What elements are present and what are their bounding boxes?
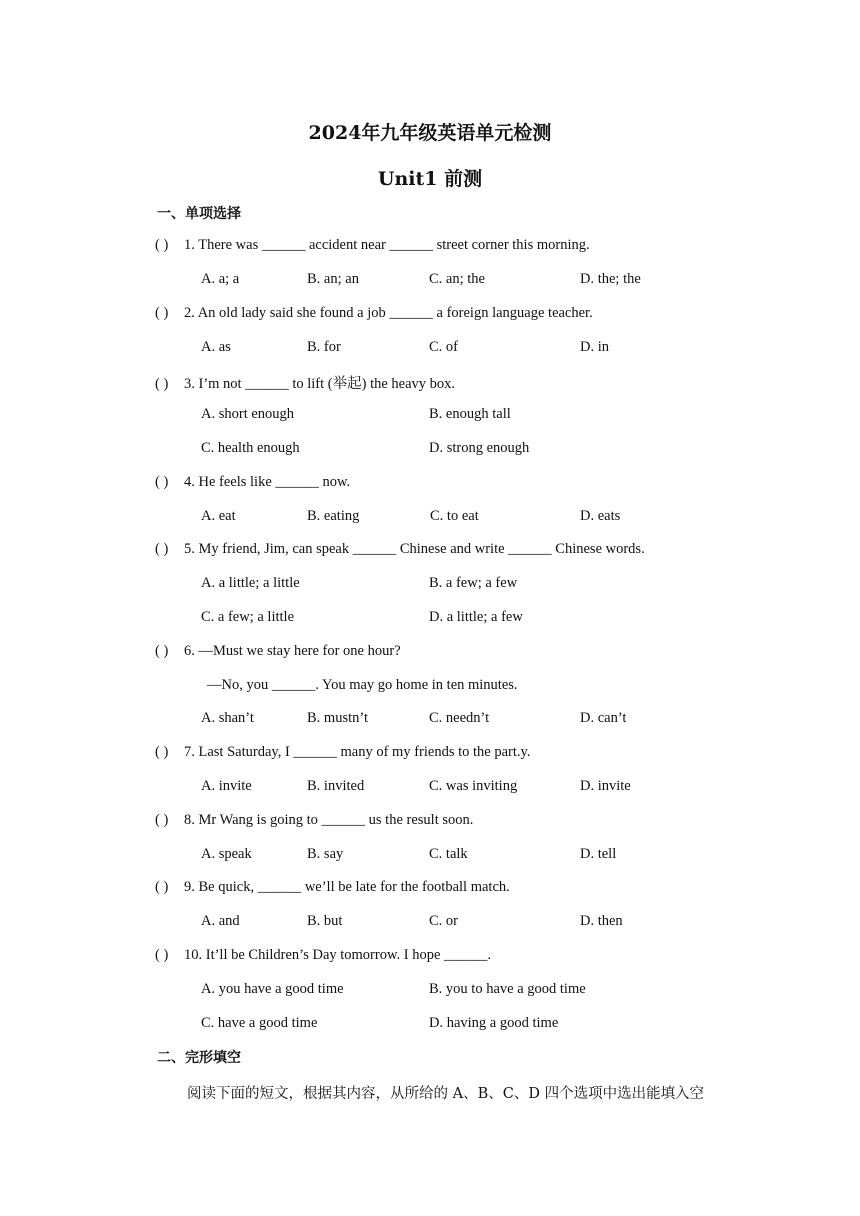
question-stem: 9. Be quick, ______ we’ll be late for the football match. [184, 879, 510, 895]
option-c: C. was inviting [429, 778, 518, 794]
section-heading-cloze: 二、完形填空 [157, 1050, 241, 1066]
exam-title: 2024年九年级英语单元检测 [308, 122, 552, 144]
exam-subtitle: Unit1 前测 [377, 168, 483, 190]
option-d: D. a little; a few [429, 609, 523, 625]
option-b: B. mustn’t [307, 710, 368, 726]
question-stem: 8. Mr Wang is going to ______ us the result soon. [184, 812, 474, 828]
answer-blank[interactable]: ( ) [155, 376, 169, 392]
answer-blank[interactable]: ( ) [155, 812, 169, 828]
question-5 [155, 541, 645, 558]
option-d: D. the; the [580, 271, 641, 287]
option-c: C. talk [429, 846, 468, 862]
option-b: B. a few; a few [429, 575, 518, 591]
option-d: D. in [580, 339, 609, 355]
section-heading-single-choice: 一、单项选择 [157, 206, 241, 222]
question-stem: 6. —Must we stay here for one hour? [184, 643, 401, 659]
option-b: B. you to have a good time [429, 981, 586, 997]
question-7 [155, 744, 530, 761]
answer-blank[interactable]: ( ) [155, 474, 169, 490]
answer-blank[interactable]: ( ) [155, 541, 169, 557]
option-b: B. but [307, 913, 343, 929]
option-b: B. eating [307, 508, 360, 524]
question-stem: 2. An old lady said she found a job ______ a foreign language teacher. [184, 305, 593, 321]
option-d: D. invite [580, 778, 631, 794]
option-c: C. of [429, 339, 458, 355]
option-a: A. and [201, 913, 240, 929]
option-c: C. needn’t [429, 710, 490, 726]
question-2 [155, 305, 593, 322]
option-a: A. short enough [201, 406, 295, 422]
option-d: D. tell [580, 846, 617, 862]
question-stem: 1. There was ______ accident near ______ street corner this morning. [184, 237, 590, 253]
option-c: C. have a good time [201, 1015, 318, 1031]
option-a: A. as [201, 339, 231, 355]
option-c: C. or [429, 913, 458, 929]
option-c: C. health enough [201, 440, 300, 456]
question-6 [155, 643, 401, 660]
question-stem-reply: —No, you ______. You may go home in ten minutes. [207, 677, 518, 693]
question-1 [155, 237, 590, 254]
question-4 [155, 474, 350, 491]
question-9 [155, 879, 510, 896]
question-10 [155, 947, 491, 964]
answer-blank[interactable]: ( ) [155, 237, 169, 253]
answer-blank[interactable]: ( ) [155, 305, 169, 321]
question-3 [155, 372, 455, 393]
option-c: C. a few; a little [201, 609, 295, 625]
answer-blank[interactable]: ( ) [155, 879, 169, 895]
option-a: A. invite [201, 778, 252, 794]
answer-blank[interactable]: ( ) [155, 744, 169, 760]
option-b: B. an; an [307, 271, 359, 287]
option-a: A. a little; a little [201, 575, 300, 591]
option-d: D. having a good time [429, 1015, 559, 1031]
option-d: D. then [580, 913, 623, 929]
option-d: D. strong enough [429, 440, 530, 456]
question-stem: 7. Last Saturday, I ______ many of my friends to the part.y. [184, 744, 531, 760]
option-a: A. speak [201, 846, 252, 862]
option-a: A. a; a [201, 271, 240, 287]
option-a: A. you have a good time [201, 981, 344, 997]
question-8 [155, 812, 473, 829]
option-a: A. eat [201, 508, 236, 524]
cloze-instructions: 阅读下面的短文，根据其内容，从所给的 A、B、C、D 四个选项中选出能填入空 [187, 1086, 705, 1102]
option-a: A. shan’t [201, 710, 254, 726]
option-b: B. enough tall [429, 406, 511, 422]
question-stem: 4. He feels like ______ now. [184, 474, 351, 490]
question-stem: 10. It’ll be Children’s Day tomorrow. I hope ______. [184, 947, 492, 963]
option-b: B. for [307, 339, 341, 355]
option-c: C. to eat [430, 508, 479, 524]
option-d: D. eats [580, 508, 621, 524]
option-b: B. say [307, 846, 344, 862]
question-stem: 3. I’m not ______ to lift (举起) the heavy box. [184, 376, 456, 392]
option-b: B. invited [307, 778, 365, 794]
answer-blank[interactable]: ( ) [155, 947, 169, 963]
option-c: C. an; the [429, 271, 485, 287]
answer-blank[interactable]: ( ) [155, 643, 169, 659]
option-d: D. can’t [580, 710, 627, 726]
question-stem: 5. My friend, Jim, can speak ______ Chinese and write ______ Chinese words. [184, 541, 645, 557]
